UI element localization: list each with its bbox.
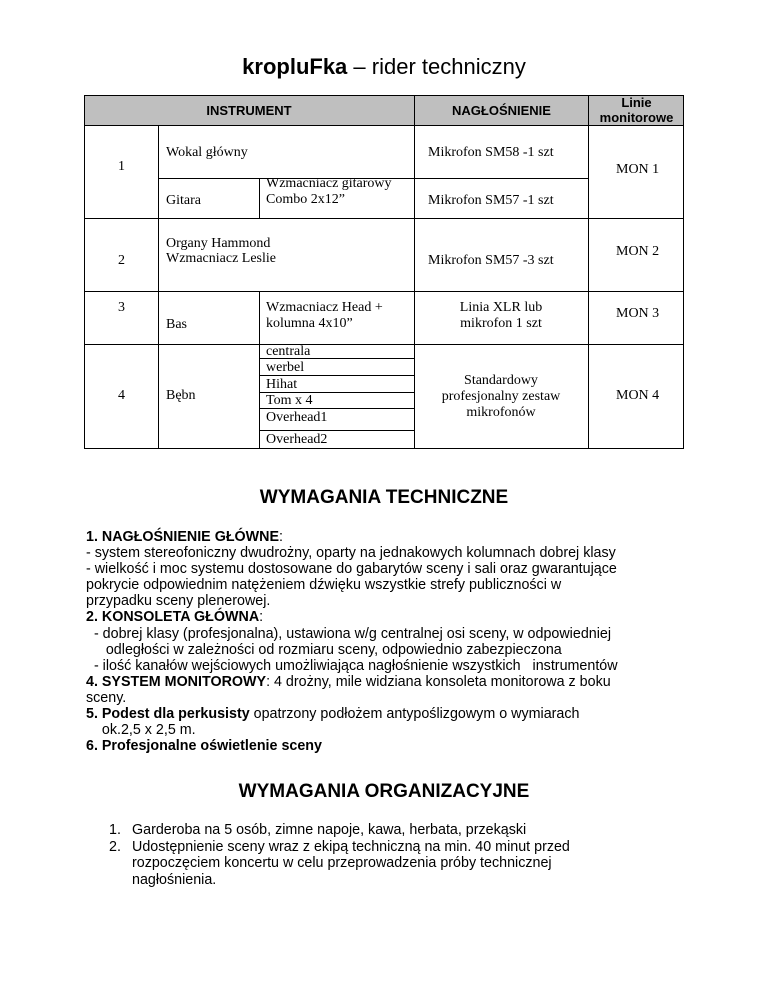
section-2-label: 2. KONSOLETA GŁÓWNA xyxy=(86,609,260,626)
section-5-line: ok.2,5 x 2,5 m. xyxy=(86,722,196,739)
row3-instrument: Bas xyxy=(166,317,187,332)
org-heading: WYMAGANIA ORGANIZACYJNE xyxy=(238,781,530,802)
drum-item: Overhead2 xyxy=(266,432,328,447)
section-1-line: przypadku sceny plenerowej. xyxy=(86,593,271,610)
table-outer-border xyxy=(84,95,684,449)
section-4-line: sceny. xyxy=(86,689,127,706)
org-item-line: nagłośnienia. xyxy=(132,871,217,888)
row2-instrument-1: Organy Hammond xyxy=(166,236,271,251)
rider-table xyxy=(84,95,684,449)
row1-number: 1 xyxy=(118,159,125,174)
row1-vocal: Wokal główny xyxy=(166,145,248,160)
org-item-number: 2. xyxy=(109,838,121,855)
org-list xyxy=(109,822,570,888)
row3-amp-1: Wzmacniacz Head + xyxy=(266,300,383,315)
section-5-label: 5. Podest dla perkusisty xyxy=(86,706,250,723)
drum-item: Overhead1 xyxy=(266,410,328,425)
drum-item: centrala xyxy=(266,344,311,359)
drum-item: Tom x 4 xyxy=(266,393,313,408)
row4-monitor: MON 4 xyxy=(616,388,660,403)
section-4-text: : 4 drożny, mile widziana konsoleta monitorowa z boku xyxy=(266,673,611,690)
header-instrument: INSTRUMENT xyxy=(84,95,414,125)
section-4-label: 4. SYSTEM MONITOROWY xyxy=(86,673,267,690)
title-subtitle: rider techniczny xyxy=(371,54,526,79)
row1-monitor: MON 1 xyxy=(616,162,660,177)
tech-heading: WYMAGANIA TECHNICZNE xyxy=(259,487,509,508)
row4-number: 4 xyxy=(118,388,125,403)
title-dash: – xyxy=(347,54,372,79)
section-2-line: odległości w zależności od rozmiaru sceny, odpowiednio zabezpieczona xyxy=(86,641,562,658)
section-5-text: opatrzony podłożem antypoślizgowym o wymiarach xyxy=(249,706,580,723)
section-2-line: - ilość kanałów wejściowych umożliwiająca nagłośnienie wszystkich instrumentów xyxy=(86,657,618,674)
tech-section-1: 1. NAGŁOŚNIENIE GŁÓWNE: - system stereofoniczny dwudrożny, oparty na jednakowych kolumnach dobrej klasy - wielkość i moc systemu dostosowane do gabarytów sceny i sali oraz gwarantujące pokrycie odpowiednim natężeniem dźwięku wszystkie strefy publiczności w przypadku sceny plenerowej. 2. KONSOLETA GŁÓWNA: - dobrej klasy (profesjonalna), ustawiona w/g centralnej osi sceny, w odpowiedniej odległości w zależności od rozmiaru sceny, odpowiednio zabezpieczona - ilość kanałów wejściowych umożliwiająca nagłośnienie wszystkich instrumentów 4. SYSTEM MONITOROWY: 4 drożny, mile widziana konsoleta monitorowa z boku sceny. 5. Podest dla perkusisty opatrzony podłożem antypoślizgowym o wymiarach ok.2,5 x 2,5 m. 6. Profesjonalne oświetlenie sceny xyxy=(86,529,618,755)
band-name: kropluFka xyxy=(242,54,348,79)
row1-vocal-mic: Mikrofon SM58 -1 szt xyxy=(428,145,554,160)
row4-mic-3: mikrofonów xyxy=(466,405,536,420)
row2-number: 2 xyxy=(118,253,125,268)
row1-guitar-mic: Mikrofon SM57 -1 szt xyxy=(428,193,554,208)
org-item-number: 1. xyxy=(109,822,121,838)
row4-mic-2: profesjonalny zestaw xyxy=(441,389,561,404)
row3-mic-1: Linia XLR lub xyxy=(459,300,543,315)
drum-item: werbel xyxy=(266,360,305,375)
document-title xyxy=(0,54,768,80)
row1-guitar-amp-1: Wzmacniacz gitarowy xyxy=(266,176,392,191)
org-item xyxy=(109,822,570,839)
row2-instrument-2: Wzmacniacz Leslie xyxy=(166,251,276,266)
row1-guitar-amp-2: Combo 2x12” xyxy=(266,192,345,207)
section-6-label: 6. Profesjonalne oświetlenie sceny xyxy=(86,738,322,755)
org-item xyxy=(109,839,570,889)
row4-instrument: Bębn xyxy=(166,388,196,403)
row4-mic-1: Standardowy xyxy=(464,373,538,388)
row3-amp-2: kolumna 4x10” xyxy=(266,316,353,331)
section-1-label: 1. NAGŁOŚNIENIE GŁÓWNE xyxy=(86,529,280,545)
row3-mic-2: mikrofon 1 szt xyxy=(460,316,542,331)
row1-guitar: Gitara xyxy=(166,193,201,208)
row2-monitor: MON 2 xyxy=(616,244,660,259)
org-item-line: Udostępnienie sceny wraz z ekipą techniczną na min. 40 minut przed xyxy=(132,838,570,855)
drum-item: Hihat xyxy=(266,377,298,392)
row2-mic: Mikrofon SM57 -3 szt xyxy=(428,253,554,268)
row3-monitor: MON 3 xyxy=(616,306,660,321)
header-naglosnienie: NAGŁOŚNIENIE xyxy=(414,95,588,125)
section-2-line: - dobrej klasy (profesjonalna), ustawiona w/g centralnej osi sceny, w odpowiedniej xyxy=(86,625,612,642)
row3-number: 3 xyxy=(118,300,125,315)
header-monitors: Linie monitorowe xyxy=(588,95,684,125)
org-item-line: rozpoczęciem koncertu w celu przeprowadzenia próby technicznej xyxy=(132,855,552,871)
org-item-line: Garderoba na 5 osób, zimne napoje, kawa, herbata, przekąski xyxy=(132,822,527,838)
section-1-line: - wielkość i moc systemu dostosowane do gabarytów sceny i sali oraz gwarantujące xyxy=(86,561,617,578)
section-1-line: - system stereofoniczny dwudrożny, oparty na jednakowych kolumnach dobrej klasy xyxy=(86,545,616,562)
section-1-line: pokrycie odpowiednim natężeniem dźwięku wszystkie strefy publiczności w xyxy=(86,577,562,594)
